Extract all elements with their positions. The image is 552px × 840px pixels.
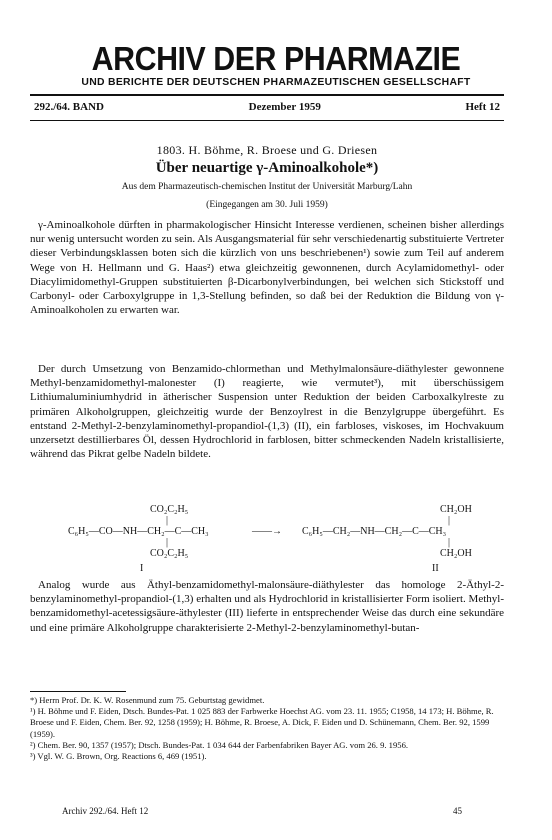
- footnote-3: ³) Vgl. W. G. Brown, Org. Reactions 6, 469 (1951).: [30, 751, 207, 762]
- formula-ii-bond-down: |: [448, 537, 451, 548]
- reaction-arrow: ——→: [252, 526, 282, 537]
- formula-i-label: I: [140, 563, 144, 574]
- footnote-1: ¹) H. Böhme und F. Eiden, Dtsch. Bundes-Pat. 1 025 883 der Farbwerke Hoechst AG. vom 23. 11. 1955; C1958, 14 173; H. Böhme, R. Broese und F. Eiden, Chem. Ber. 92, 1258 (1959); H. Böhme, R. Broese, A. Dick, F. Eiden und D. Schünemann, Chem. Ber. 92, 1599 (1959).: [30, 706, 494, 739]
- formula-ii-top-substituent: CH₂OH: [440, 504, 472, 515]
- footnote-rule: [30, 691, 126, 692]
- paragraph-2: Der durch Umsetzung von Benzamido-chlormethan und Methylmalonsäure-diäthylester gewonnene Methyl-benzamidomethyl-malonester (I) reagierte, wie vermutet³), mit überschüssigem Lithiumaluminiumhydrid in ätherischer Suspension unter Reduktion der beiden Carboxalkylreste zu primären Alkoholgruppen, gleichzeitig wurde der Benzoylrest in die Benzylgruppe übergeführt. Es entstand 2-Methyl-2-benzylaminomethyl-propandiol-(1,3) (II), ein farbloses, viskoses, im Hochvakuum unzersetzt destillierbares Öl, dessen Hydrochlorid in farblosen, bitter schmeckenden Nadeln kristallisierte, während das Pikrat gelbe Nadeln bildete.: [30, 363, 504, 461]
- footnote-dedication: *) Herrn Prof. Dr. K. W. Rosenmund zum 75. Geburtstag gewidmet.: [30, 695, 265, 705]
- footnotes: [30, 695, 504, 762]
- formula-ii-bond-up: |: [448, 515, 451, 526]
- paragraph-3: Analog wurde aus Äthyl-benzamidomethyl-malonsäure-diäthylester das homologe 2-Äthyl-2-benzylaminomethyl-propandiol-(1,3) erhalten und als Hydrochlorid in kristallisierter Form isoliert. Methyl-benzamidomethyl-acetessigsäure-äthylester (III) lieferte in entsprechender Weise das durch eine sekundäre und eine primäre Alkoholgruppe charakterisierte 2-Methyl-2-benzylaminomethyl-butan-: [30, 579, 504, 634]
- formula-i-bottom-substituent: CO₂C₂H₅: [150, 548, 189, 559]
- footer-journal-ref: Archiv 292./64. Heft 12: [62, 806, 149, 816]
- masthead-rule-bottom: [30, 120, 504, 121]
- page-footer: [62, 806, 462, 816]
- formula-i-bond-down: |: [166, 537, 169, 548]
- volume-label: 292./64. BAND: [34, 101, 104, 113]
- journal-subtitle: UND BERICHTE DER DEUTSCHEN PHARMAZEUTISCHEN GESELLSCHAFT: [81, 77, 471, 88]
- article-affiliation: Aus dem Pharmazeutisch-chemischen Institut der Universität Marburg/Lahn: [121, 182, 413, 192]
- received-date: (Eingegangen am 30. Juli 1959): [206, 200, 328, 210]
- masthead-rule-top: [30, 94, 504, 96]
- issue-date: Dezember 1959: [248, 101, 321, 113]
- issue-number: Heft 12: [465, 101, 500, 113]
- formula-ii-bottom-substituent: CH₂OH: [440, 548, 472, 559]
- article-byline: 1803. H. Böhme, R. Broese und G. Driesen: [156, 143, 378, 157]
- issue-line: [34, 101, 500, 113]
- paragraph-1: γ-Aminoalkohole dürften in pharmakologischer Hinsicht Interesse verdienen, scheinen bisher allerdings nur wenig untersucht worden zu sein. Als Ausgangsmaterial für sehr verschiedenartig substituierte Vertreter dieser Verbindungsklassen boten sich die kürzlich von uns beschriebenen¹) sowie zum Teil auf anderem Wege von H. Hellmann und G. Haas²) etwa gleichzeitig gewonnenen, durch Acylamidomethyl- oder Diacylimidomethyl-Gruppen substituierten β-Dicarbonylverbindungen, bei welchen sich Stickstoff und Carbonyl- oder Carboxylgruppe in 1,3-Stellung befinden, so daß bei der Reduktion die Bildung von γ-Aminoalkoholen zu erwarten war.: [30, 219, 504, 317]
- formula-i-main-chain: C₆H₅—CO—NH—CH₂—C—CH₃: [68, 526, 209, 537]
- formula-i-bond-up: |: [166, 515, 169, 526]
- journal-title: ARCHIV DER PHARMAZIE: [91, 40, 461, 77]
- formula-ii-label: II: [432, 563, 439, 574]
- formula-i-top-substituent: CO₂C₂H₅: [150, 504, 189, 515]
- footnote-2: ²) Chem. Ber. 90, 1357 (1957); Dtsch. Bundes-Pat. 1 034 644 der Farbenfabriken Bayer AG. vom 26. 9. 1956.: [30, 739, 409, 750]
- article-title: Über neuartige γ-Aminoalkohole*): [155, 160, 379, 176]
- page-number: 45: [453, 806, 462, 816]
- formula-ii-main-chain: C₆H₅—CH₂—NH—CH₂—C—CH₃: [302, 526, 447, 537]
- reaction-scheme: [30, 500, 504, 576]
